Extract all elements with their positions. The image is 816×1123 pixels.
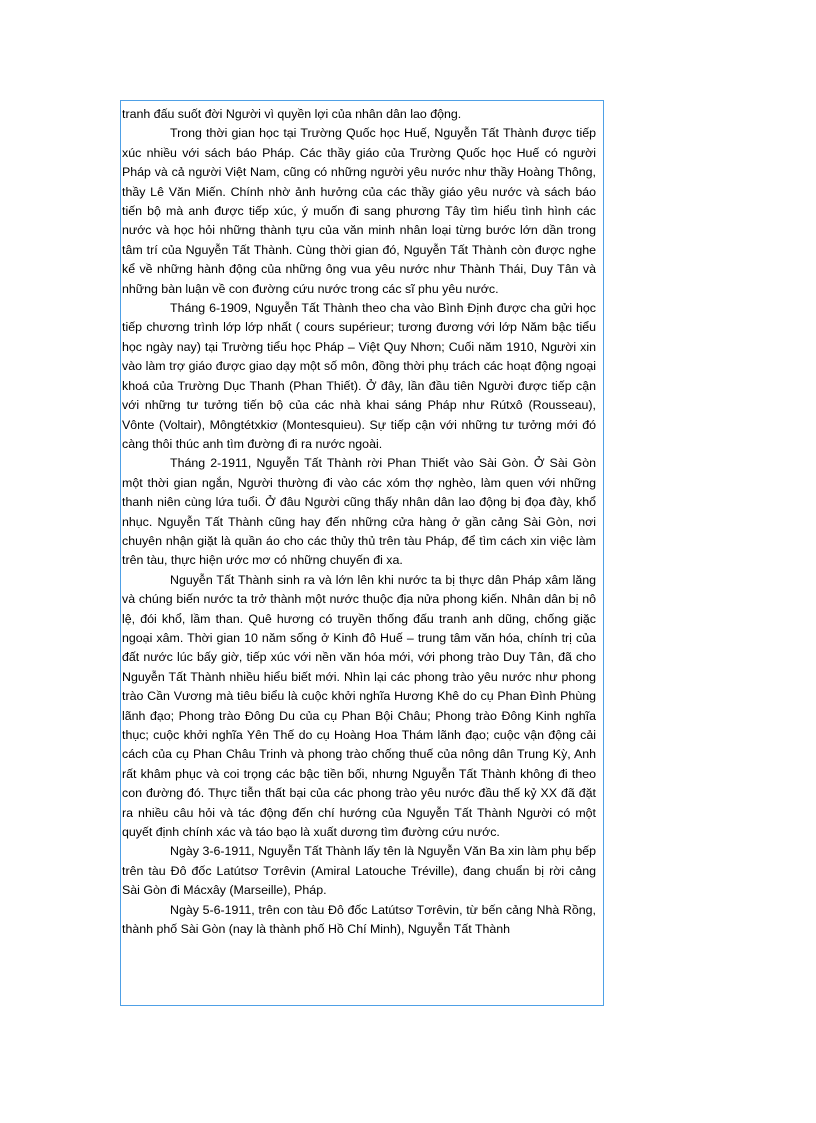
paragraph-june-3-1911: Ngày 3-6-1911, Nguyễn Tất Thành lấy tên là Nguyễn Văn Ba xin làm phụ bếp trên tàu Đô đốc Latútsơ Tơrêvin (Amiral Latouche Tréville), đang chuẩn bị rời cảng Sài Gòn đi Mácxây (Marseille), Pháp. <box>122 844 596 898</box>
paragraph-background: Nguyễn Tất Thành sinh ra và lớn lên khi nước ta bị thực dân Pháp xâm lăng và chúng biến nước ta trở thành một nước thuộc địa nửa phong kiến. Nhân dân bị nô lệ, đói khổ, lầm than. Quê hương có truyền thống đấu tranh anh dũng, chống giặc ngoại xâm. Thời gian 10 năm sống ở Kinh đô Huế – trung tâm văn hóa, chính trị của đất nước lúc bấy giờ, tiếp xúc với nền văn hóa mới, với phong trào Duy Tân, đã cho Nguyễn Tất Thành nhiều hiểu biết mới. Nhìn lại các phong trào yêu nước như phong trào Cần Vương mà tiêu biểu là cuộc khởi nghĩa Hương Khê do cụ Phan Đình Phùng lãnh đạo; Phong trào Đông Du của cụ Phan Bội Châu; Phong trào Đông Kinh nghĩa thục; cuộc khởi nghĩa Yên Thế do cụ Hoàng Hoa Thám lãnh đạo; cuộc vận động cải cách của cụ Phan Châu Trinh và phong trào chống thuế của nông dân Trung Kỳ, Anh rất khâm phục và coi trọng các bậc tiền bối, nhưng Nguyễn Tất Thành không đi theo con đường đó. Thực tiễn thất bại của các phong trào yêu nước đầu thế kỷ XX đã đặt ra nhiều câu hỏi và tác động đến chí hướng của Nguyễn Tất Thành Người có một quyết định chính xác và táo bạo là xuất dương tìm đường cứu nước. <box>122 572 596 840</box>
paragraph-quoc-hoc-hue: Trong thời gian học tại Trường Quốc học Huế, Nguyễn Tất Thành được tiếp xúc nhiều với sách báo Pháp. Các thầy giáo của Trường Quốc học Huế có người Pháp và cả người Việt Nam, cũng có những người yêu nước như thầy Hoàng Thông, thầy Lê Văn Miến. Chính nhờ ảnh hưởng của các thầy giáo yêu nước và sách báo tiến bộ mà anh được tiếp xúc, ý muốn đi sang phương Tây tìm hiểu tình hình các nước và học hỏi những thành tựu của văn minh nhân loại từng bước lớn dần trong tâm trí của Nguyễn Tất Thành. Cùng thời gian đó, Nguyễn Tất Thành còn được nghe kể về những hành động của những ông vua yêu nước như Thành Thái, Duy Tân và những bàn luận về con đường cứu nước trong các sĩ phu yêu nước. <box>122 126 596 296</box>
paragraph-june-5-1911: Ngày 5-6-1911, trên con tàu Đô đốc Latútsơ Tơrêvin, từ bến cảng Nhà Rồng, thành phố Sài Gòn (nay là thành phố Hồ Chí Minh), Nguyễn Tất Thành <box>122 902 596 937</box>
paragraph-february-1911: Tháng 2-1911, Nguyễn Tất Thành rời Phan Thiết vào Sài Gòn. Ở Sài Gòn một thời gian ngắn, Người thường đi vào các xóm thợ nghèo, làm quen với những thanh niên cùng lứa tuổi. Ở đâu Người cũng thấy nhân dân lao động bị đọa đày, khổ nhục. Nguyễn Tất Thành cũng hay đến những cửa hàng ở gần cảng Sài Gòn, nơi chuyên nhận giặt là quần áo cho các thủy thủ trên tàu Pháp, để tìm cách xin việc làm trên tàu, thực hiện ước mơ có những chuyến đi xa. <box>122 456 596 568</box>
paragraph-continuation: tranh đấu suốt đời Người vì quyền lợi của nhân dân lao động. <box>122 107 462 121</box>
document-body <box>122 105 596 939</box>
paragraph-june-1909: Tháng 6-1909, Nguyễn Tất Thành theo cha vào Bình Định được cha gửi học tiếp chương trình lớp lớp nhất ( cours supérieur; tương đương với lớp Năm bậc tiểu học ngày nay) tại Trường tiểu học Pháp – Việt Quy Nhơn; Cuối năm 1910, Người xin vào làm trợ giáo được giao dạy một số môn, đồng thời phụ trách các hoạt động ngoại khoá của Trường Dục Thanh (Phan Thiết). Ở đây, lần đầu tiên Người được tiếp cận với những tư tưởng tiến bộ của các nhà khai sáng Pháp như Rútxô (Rousseau), Vônte (Voltair), Môngtétxkiơ (Montesquieu). Sự tiếp cận với những tư tưởng mới đó càng thôi thúc anh tìm đường đi ra nước ngoài. <box>122 301 596 451</box>
